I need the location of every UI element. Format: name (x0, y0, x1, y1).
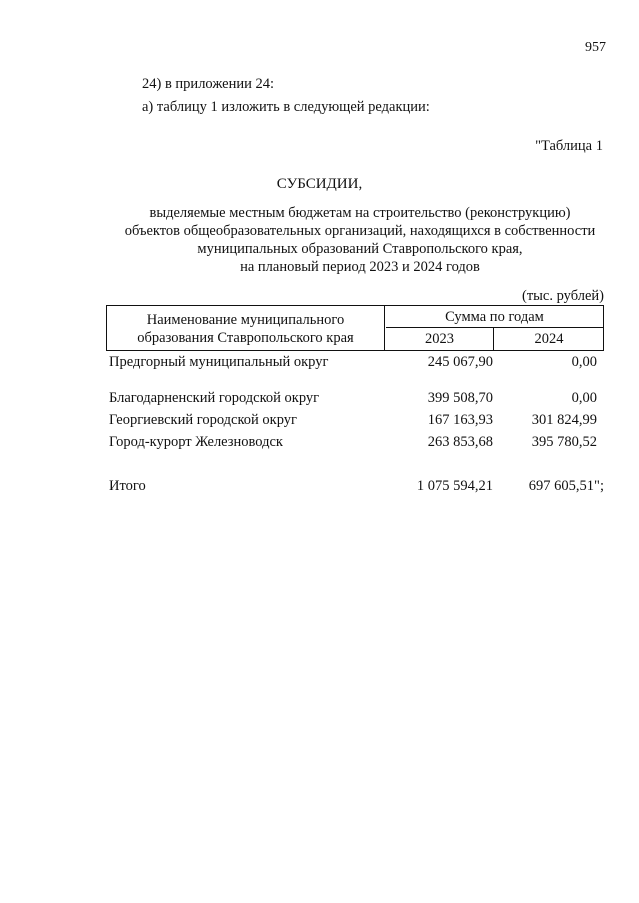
row-value-2023: 167 163,93 (427, 412, 493, 428)
document-subtitle (60, 204, 639, 276)
table-total-row (106, 476, 604, 496)
table-row (106, 388, 604, 408)
intro-line-2: а) таблицу 1 изложить в следующей редакции: (142, 99, 430, 115)
table-caption: "Таблица 1 (535, 138, 603, 154)
table-row (106, 410, 604, 430)
header-year-2023: 2023 (386, 328, 494, 350)
subtitle-line-1: выделяемые местным бюджетам на строительство (реконструкцию) (149, 205, 571, 221)
row-value-2024: 0,00 (571, 354, 597, 370)
row-name: Предгорный муниципальный округ (109, 354, 329, 370)
header-name-cell (107, 306, 385, 350)
unit-label: (тыс. рублей) (522, 288, 604, 304)
row-value-2023: 245 067,90 (427, 354, 493, 370)
row-value-2024: 301 824,99 (531, 412, 597, 428)
header-name-line-2: образования Ставропольского края (137, 330, 354, 346)
row-value-2023: 399 508,70 (427, 390, 493, 406)
header-name-line-1: Наименование муниципального (146, 312, 345, 328)
document-title: СУБСИДИИ, (276, 176, 363, 192)
total-value-2023: 1 075 594,21 (416, 478, 493, 494)
row-value-2024: 0,00 (571, 390, 597, 406)
row-name: Георгиевский городской округ (109, 412, 297, 428)
total-value-2024: 697 605,51"; (528, 478, 604, 494)
total-label: Итого (109, 478, 146, 494)
row-name: Город-курорт Железноводск (109, 434, 283, 450)
subtitle-line-3: муниципальных образований Ставропольского края, (197, 241, 523, 257)
row-value-2023: 263 853,68 (427, 434, 493, 450)
subtitle-line-2: объектов общеобразовательных организаций, находящихся в собственности (124, 223, 596, 239)
table-row (106, 352, 604, 372)
subtitle-line-4: на плановый период 2023 и 2024 годов (240, 259, 480, 275)
page-number: 957 (585, 40, 606, 55)
row-name: Благодарненский городской округ (109, 390, 320, 406)
table-row (106, 432, 604, 452)
row-value-2024: 395 780,52 (531, 434, 597, 450)
table-header (106, 305, 604, 351)
intro-line-1: 24) в приложении 24: (142, 76, 275, 92)
header-sum-cell: Сумма по годам (386, 306, 603, 328)
header-year-2024: 2024 (534, 331, 564, 347)
